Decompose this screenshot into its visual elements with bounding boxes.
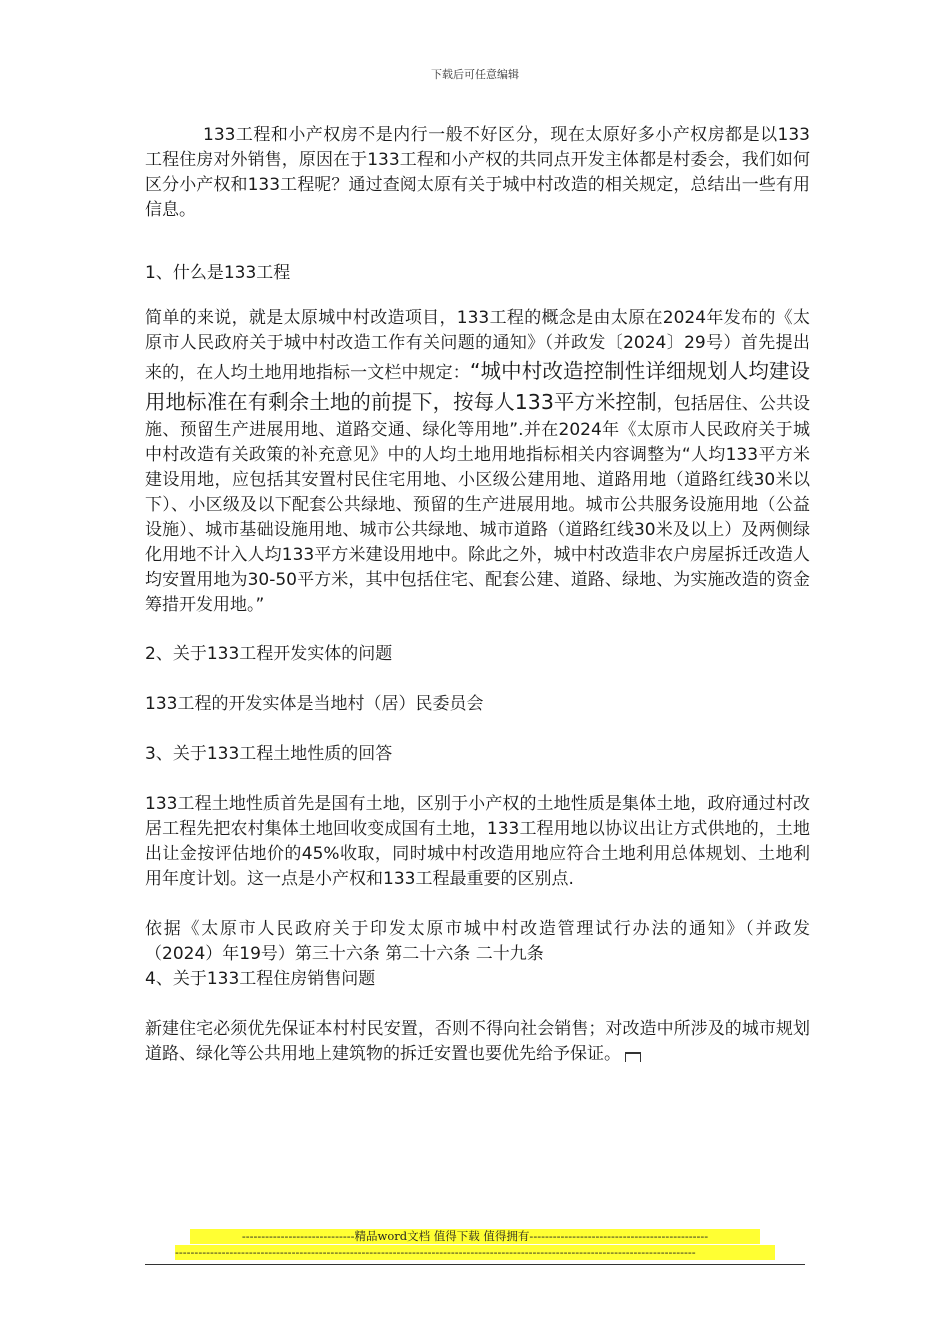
intro-paragraph: 133工程和小产权房不是内行一般不好区分，现在太原好多小产权房都是以133工程住房对外销售，原因在于133工程和小产权的共同点开发主体都是村委会，我们如何区分小产权和133工程呢？通过查阅太原有关于城中村改造的相关规定，总结出一些有用信息。: [145, 125, 810, 220]
paragraph-4-text: 新建住宅必须优先保证本村村民安置，否则不得向社会销售；对改造中所涉及的城市规划道路、绿化等公共用地上建筑物的拆迁安置也要优先给予保证。: [145, 1019, 810, 1064]
paragraph-1: [145, 306, 810, 618]
paragraph-1-quote: “城中村改造控制性详细规划人均建设用地标准在有剩余土地的前提下，按每人133平方米控制: [145, 359, 811, 414]
heading-3: 3、关于133工程土地性质的回答: [145, 744, 393, 764]
paragraph-1-part-c: ，包括居住、公共设施、预留生产进展用地、道路交通、绿化等用地”.并在2024年《太原市人民政府关于城中村改造有关政策的补充意见》中的人均土地用地指标相关内容调整为“人均133平方米建设用地，应包括其安置村民住宅用地、小区级公建用地、道路用地（道路红线30米以下）、小区级及以下配套公共绿地、预留的生产进展用地。城市公共服务设施用地（公益设施）、城市基础设施用地、城市公共绿地、城市道路（道路红线30米及以上）及两侧绿化用地不计入人均133平方米建设用地中。除此之外，城中村改造非农户房屋拆迁改造人均安置用地为30-50平方米，其中包括住宅、配套公建、道路、绿地、为实施改造的资金筹措开发用地。”: [145, 394, 810, 615]
paragraph-3: 133工程土地性质首先是国有土地，区别于小产权的土地性质是集体土地，政府通过村改居工程先把农村集体土地回收变成国有土地，133工程用地以协议出让方式供地的，土地出让金按评估地价的45%收取，同时城中村改造用地应符合土地利用总体规划、土地利用年度计划。这一点是小产权和133工程最重要的区别点.: [145, 794, 810, 889]
heading-4: 4、关于133工程住房销售问题: [145, 969, 376, 989]
paragraph-2: 133工程的开发实体是当地村（居）民委员会: [145, 694, 484, 714]
footer-banner-line-2: --------------------------------------------------------------------------------------------------------------------------------------: [175, 1245, 775, 1260]
footer-banner-line-1: -----------------------------精品word文档 值得下载 值得拥有----------------------------------------------: [190, 1229, 760, 1244]
paragraph-1-part-a: 简单的来说，就是太原城中村改造项目，133工程的概念是由太原在2024年发布的《太原市人民政府关于城中村改造工作有关问题的通知》（并政发〔2024〕29号）首先提出来的，在人均土地用地指标一文栏中规定：: [145, 308, 810, 383]
footer-divider: [145, 1264, 805, 1265]
bracket-mark-icon: [625, 1052, 641, 1062]
document-body: [145, 123, 810, 1067]
heading-2: 2、关于133工程开发实体的问题: [145, 644, 393, 664]
heading-1: 1、什么是133工程: [145, 263, 291, 283]
paragraph-3-reference: 依据《太原市人民政府关于印发太原市城中村改造管理试行办法的通知》（并政发（2024）年19号）第三十六条 第二十六条 二十九条: [145, 919, 810, 964]
page-header: 下载后可任意编辑: [431, 68, 519, 81]
paragraph-4: [145, 1017, 810, 1067]
